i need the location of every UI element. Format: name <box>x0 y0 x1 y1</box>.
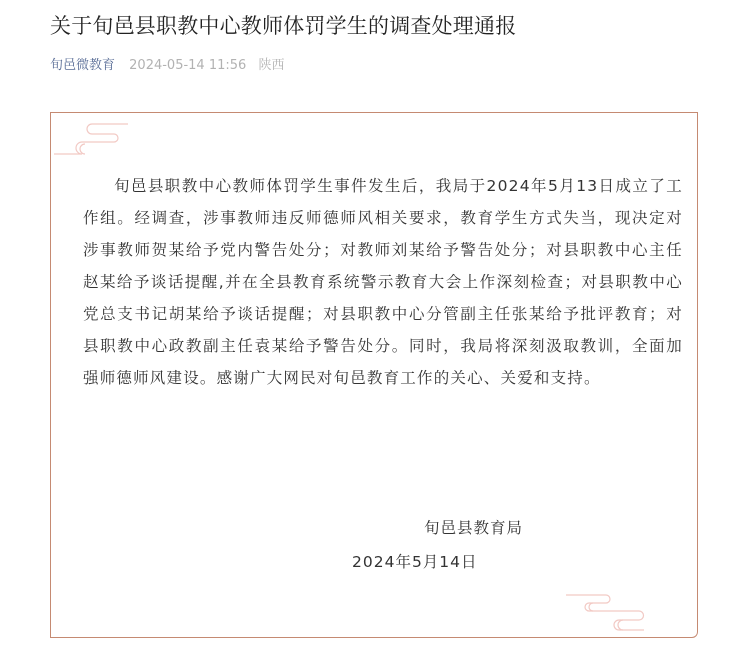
source-account-link[interactable]: 旬邑微教育 <box>50 58 116 73</box>
article-meta <box>50 54 284 73</box>
signature-date: 2024年5月14日 <box>352 553 478 571</box>
publish-time: 2024-05-14 11:56 <box>129 58 247 73</box>
cloud-ornament-top-left <box>52 120 132 165</box>
article-title: 关于旬邑县职教中心教师体罚学生的调查处理通报 <box>50 14 517 38</box>
signature: 旬邑县教育局 <box>424 519 524 537</box>
cloud-ornament-bottom-right <box>564 592 648 632</box>
body-paragraph: 旬邑县职教中心教师体罚学生事件发生后，我局于2024年5月13日成立了工作组。经调查，涉事教师违反师德师风相关要求，教育学生方式失当，现决定对涉事教师贺某给予党内警告处分；对教师刘某给予警告处分；对县职教中心主任赵某给予谈话提醒,并在全县教育系统警示教育大会上作深刻检查；对县职教中心党总支书记胡某给予谈话提醒；对县职教中心分管副主任张某给予批评教育；对县职教中心政教副主任袁某给予警告处分。同时，我局将深刻汲取教训，全面加强师德师风建设。感谢广大网民对旬邑教育工作的关心、关爱和支持。 <box>83 177 683 387</box>
publish-location: 陕西 <box>258 58 285 73</box>
article-body <box>83 170 683 394</box>
